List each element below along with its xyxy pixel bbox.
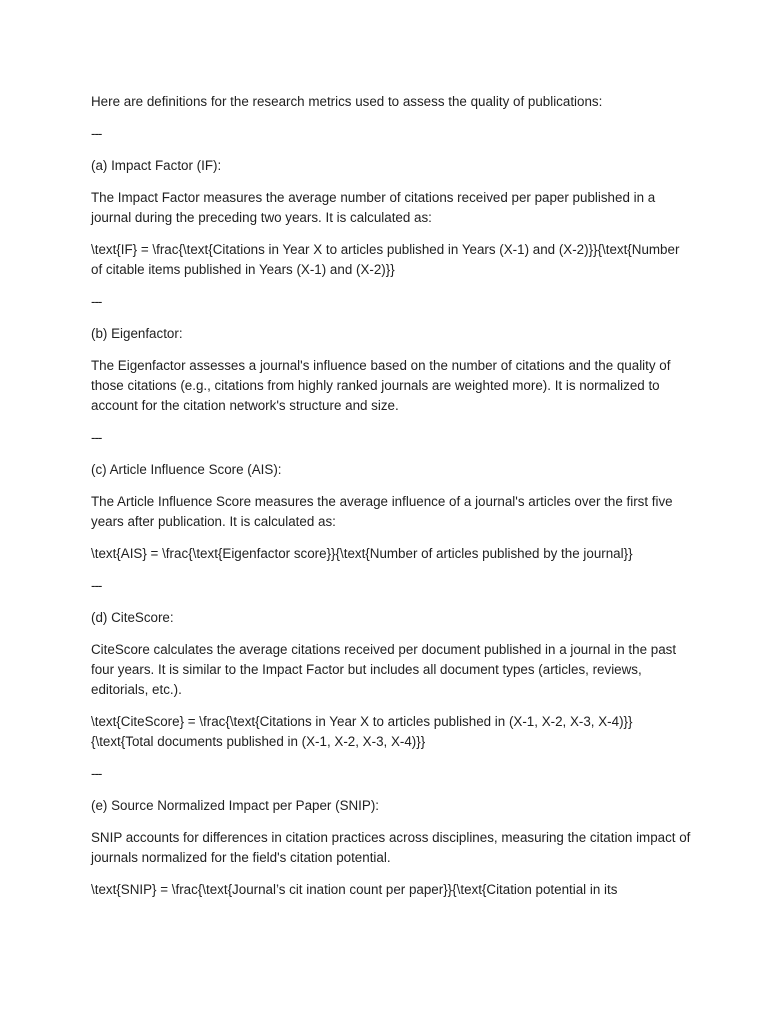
ais-formula: \text{AIS} = \frac{\text{Eigenfactor score}}{\text{Number of articles published by the journal}} xyxy=(91,546,633,561)
eigenfactor-heading: (b) Eigenfactor: xyxy=(91,326,183,341)
section-separator: --- xyxy=(91,430,102,445)
citescore-formula: \text{CiteScore} = \frac{\text{Citations in Year X to articles published in (X-1, X-2, X-3, X-4)}}{\text{Total documents published in (X-1, X-2, X-3, X-4)}} xyxy=(91,714,633,749)
citescore-heading: (d) CiteScore: xyxy=(91,610,174,625)
ais-description: The Article Influence Score measures the average influence of a journal's articles over the first five years after publication. It is calculated as: xyxy=(91,494,673,529)
section-separator: --- xyxy=(91,294,102,309)
snip-formula: \text{SNIP} = \frac{\text{Journal’s cit ination count per paper}}{\text{Citation potential in its xyxy=(91,882,618,897)
impact-factor-heading: (a) Impact Factor (IF): xyxy=(91,158,222,173)
section-separator: --- xyxy=(91,126,102,141)
section-separator: --- xyxy=(91,766,102,781)
citescore-description: CiteScore calculates the average citations received per document published in a journal in the past four years. It is similar to the Impact Factor but includes all document types (articles, reviews, editorials, etc.). xyxy=(91,642,677,697)
impact-factor-formula: \text{IF} = \frac{\text{Citations in Year X to articles published in Years (X-1) and (X-2)}}{\text{Number of citable items published in Years (X-1) and (X-2)}} xyxy=(91,242,680,277)
snip-description: SNIP accounts for differences in citation practices across disciplines, measuring the citation impact of journals normalized for the field's citation potential. xyxy=(91,830,691,865)
impact-factor-description: The Impact Factor measures the average number of citations received per paper published in a journal during the preceding two years. It is calculated as: xyxy=(91,190,656,225)
intro-paragraph: Here are definitions for the research metrics used to assess the quality of publications: xyxy=(91,94,603,109)
ais-heading: (c) Article Influence Score (AIS): xyxy=(91,462,282,477)
snip-heading: (e) Source Normalized Impact per Paper (SNIP): xyxy=(91,798,379,813)
document-page xyxy=(91,92,691,912)
section-separator: --- xyxy=(91,578,102,593)
eigenfactor-description: The Eigenfactor assesses a journal's influence based on the number of citations and the quality of those citations (e.g., citations from highly ranked journals are weighted more). It is normalized to account for the citation network's structure and size. xyxy=(91,358,671,413)
